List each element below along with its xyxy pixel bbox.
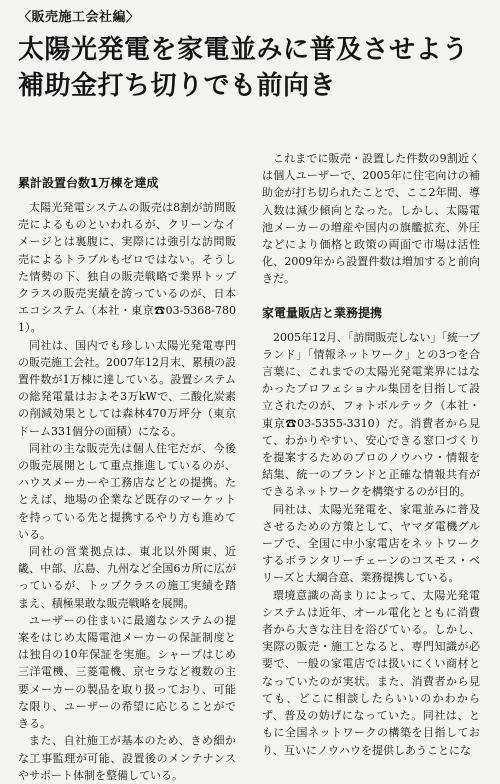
- headline-line-2: 補助金打ち切りでも前向き: [18, 71, 337, 101]
- headline-line-1: 太陽光発電を家電並みに普及させよう: [18, 35, 469, 65]
- left-paragraph-1: 太陽光発電システムの販売は8割が訪問販売によるものといわれるが、クリーンなイメージとは裏腹に、実際には強引な訪問販売によるトラブルもゼロではない。そうした情勢の下、独自の販売戦略で業界トップクラスの販売実績を誇っているのが、日本エコシステム（本社・東京☎03-5368-7801）。: [18, 201, 236, 335]
- right-paragraph-2: 同社は、太陽光発電を、家電並みに普及させるための方策として、ヤマダ電機グループで、全国に中小家電店をネットワークするボランタリーチェーンのコスモス・ベリーズと大綱合意、業務提携している。: [262, 502, 480, 585]
- left-paragraph-2: 同社は、国内でも珍しい太陽光発電専門の販売施工会社。2007年12月末、累積の設置件数が1万棟に達している。設置システムの総発電量はおよそ3万kWで、二酸化炭素の削減効果としては森林470万坪分（東京ドーム331個分の面積）になる。: [18, 338, 236, 438]
- left-paragraph-5: ユーザーの住まいに最適なシステムの提案をはじめ太陽電池メーカーの保証制度とは独自の10年保証を実施。シャープはじめ三洋電機、三菱電機、京セラなど複数の主要メーカーの製品を取り扱っており、可能な限り、ユーザーの希望に応じることができる。: [18, 613, 236, 731]
- left-paragraph-6: また、自社施工が基本のため、きめ細かな工事監理が可能、設置後のメンテナンスやサポート体制を整備している。: [18, 734, 236, 782]
- left-paragraph-4: 同社の営業拠点は、東北以外関東、近畿、中部、広島、九州など全国6カ所に広がっているが、トップクラスの施工実績を踏まえ、積極果敢な販売戦略を展開。: [18, 545, 236, 610]
- headline: [18, 32, 488, 104]
- left-paragraph-3: 同社の主な販売先は個人住宅だが、今後の販売展開として重点推進しているのが、ハウスメーカーや工務店などとの提携。たとえば、地場の企業など既存のマーケットを持っている先と提携するやり方も進めている。: [18, 441, 236, 541]
- left-column: [18, 168, 236, 784]
- right-subhead: 家電量販店と業務提携: [262, 305, 383, 320]
- left-subhead: 累計設置台数1万棟を達成: [18, 176, 159, 190]
- right-paragraph-intro: これまでに販売・設置した件数の9割近くは個人ユーザーで、2005年に住宅向けの補助金が打ち切られたことで、ここ2年間、導入数は減少傾向となった。しかし、太陽電池メーカーの増産や国内の旗艦拡充、外圧などにより価格と政策の両面で市場は活性化、2009年から設置件数は増加すると前向きだ。: [262, 152, 480, 286]
- section-label: 〈販売施工会社編〉: [18, 10, 140, 25]
- right-paragraph-1: 2005年12月、「訪問販売しない」「統一ブランド」「情報ネットワーク」との3つを合言葉に、これまでの太陽光発電業界にはなかったプロフェショナル集団を目指して設立されたのが、フォトボルテック（本社・東京☎03-5355-3310）だ。消費者から見て、わかりやすい、安心できる窓口づくりを提案するためのプロのノウハウ・情報を結集、統一のブランドと正確な情報共有ができるネットワークを構築するのが目的。: [262, 330, 480, 499]
- right-column: [262, 150, 480, 759]
- right-paragraph-3: 環境意識の高まりによって、太陽光発電システムは近年、オール電化とともに消費者から大きな注目を浴びている。しかし、実際の販売・施工となると、専門知識が必要で、一般の家電店では扱いにくい商材となっていたのが実状。また、消費者から見ても、どこに相談したらいいのかわからず、普及の妨げになっていた。同社は、ともに全国ネットワークの構築を目指しており、互いにノウハウを提供しあうことにな: [262, 588, 480, 757]
